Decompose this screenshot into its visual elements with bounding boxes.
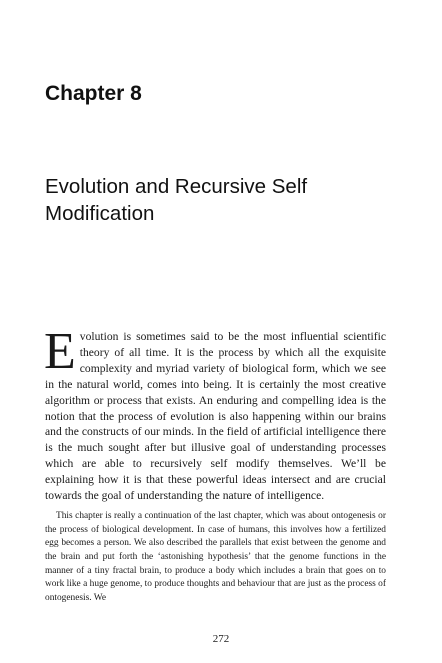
drop-cap: E <box>44 323 76 380</box>
chapter-title: Evolution and Recursive Self Modification <box>45 175 308 225</box>
page-number: 272 <box>212 633 230 645</box>
body-text <box>44 323 386 606</box>
opening-paragraph-text: volution is sometimes said to be the most influential scientific theory of all time. It is the process by which all the exquisite complexity and myriad variety of biological form, which we see in the natural world, comes into being. It is certainly the most creative algorithm or process that exists. An enduring and compelling idea is the notion that the process of evolution is also happening within our brains and the constructs of our minds. In the field of artificial intelligence there is the much sought after but illusive goal of understanding processes which are able to recursively self modify themselves. We’ll be explaining how it is that these powerful ideas intersect and are crucial towards the goal of understanding the nature of intelligence. <box>45 330 386 503</box>
second-paragraph: This chapter is really a continuation of the last chapter, which was about ontogenesis or the process of biological development. In case of humans, this involves how a fertilized egg becomes a person. We also described the parallels that exist between the genome and the brain and put forth the ‘astonishing hypothesis’ that the genome functions in the manner of a tiny fractal brain, to produce a body which includes a brain that goes on to work like a huge genome, to produce thoughts and behaviour that are just as the process of ontogenesis. We <box>45 510 386 604</box>
opening-paragraph <box>44 323 386 504</box>
chapter-label: Chapter 8 <box>45 82 142 105</box>
